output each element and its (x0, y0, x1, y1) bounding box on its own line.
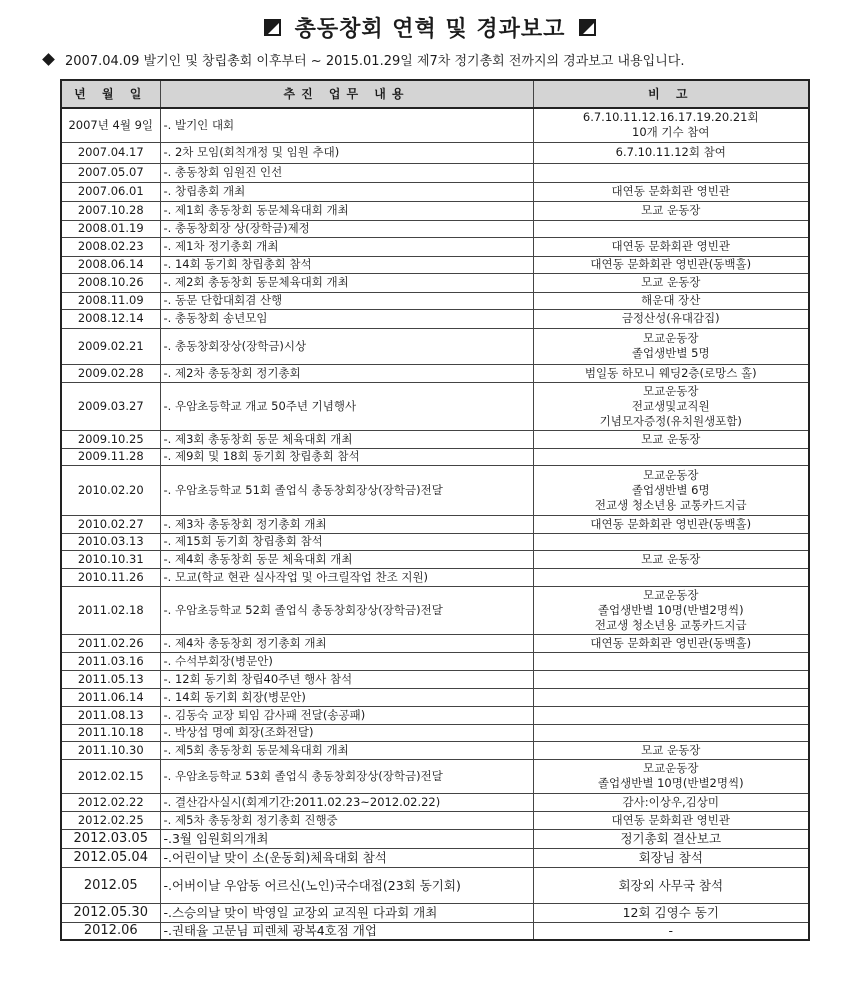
cell-date: 2008.06.14 (61, 256, 160, 273)
document-title-bar (0, 12, 860, 43)
cell-note (533, 652, 809, 670)
table-row (61, 465, 809, 515)
cell-date: 2012.02.25 (61, 811, 160, 829)
cell-date: 2011.10.30 (61, 741, 160, 759)
table-row (61, 741, 809, 759)
cell-date: 2011.06.14 (61, 688, 160, 706)
cell-date: 2011.10.18 (61, 724, 160, 741)
cell-task: -.권태율 고문님 피렌체 광복4호점 개업 (160, 922, 533, 940)
table-row (61, 273, 809, 292)
cell-task: -. 모교(학교 현관 실사작업 및 아크릴작업 찬조 지원) (160, 568, 533, 586)
cell-note: 12회 김영수 동기 (533, 903, 809, 922)
cell-date: 2011.08.13 (61, 706, 160, 724)
half-filled-square-icon (264, 19, 281, 36)
document-title: 총동창회 연혁 및 경과보고 (294, 17, 566, 42)
table-row (61, 292, 809, 309)
table-row (61, 586, 809, 634)
cell-task: -. 제5회 총동창회 동문체육대회 개최 (160, 741, 533, 759)
cell-date: 2008.12.14 (61, 309, 160, 328)
cell-date: 2011.02.26 (61, 634, 160, 652)
cell-task: -. 제3회 총동창회 동문 체육대회 개최 (160, 430, 533, 448)
table-row (61, 163, 809, 182)
cell-note: 대연동 문화회관 영빈관(동백홀) (533, 515, 809, 533)
cell-task: -. 박상섭 명예 회장(조화전달) (160, 724, 533, 741)
cell-task: -. 제1차 정기총회 개최 (160, 237, 533, 256)
table-row (61, 706, 809, 724)
cell-note: 해운대 장산 (533, 292, 809, 309)
table-row (61, 448, 809, 465)
cell-date: 2011.03.16 (61, 652, 160, 670)
diamond-bullet-icon (42, 53, 55, 66)
cell-task: -. 총동창회장 상(장학금)제정 (160, 220, 533, 237)
cell-date: 2012.02.22 (61, 793, 160, 811)
table-row (61, 811, 809, 829)
cell-task: -. 수석부회장(병문안) (160, 652, 533, 670)
cell-date: 2009.10.25 (61, 430, 160, 448)
cell-note: 감사:이상우,김상미 (533, 793, 809, 811)
cell-note: 대연동 문화회관 영빈관 (533, 237, 809, 256)
cell-task: -. 제15회 동기회 창립총회 참석 (160, 533, 533, 550)
cell-date: 2008.10.26 (61, 273, 160, 292)
cell-note: 모교 운동장 (533, 741, 809, 759)
header-note: 비 고 (533, 80, 809, 108)
cell-date: 2012.05.04 (61, 848, 160, 867)
cell-date: 2010.03.13 (61, 533, 160, 550)
cell-date: 2009.03.27 (61, 382, 160, 430)
table-row (61, 759, 809, 793)
cell-task: -. 우암초등학교 52회 졸업식 총동창회장상(장학금)전달 (160, 586, 533, 634)
half-filled-square-icon (579, 19, 596, 36)
cell-date: 2008.11.09 (61, 292, 160, 309)
cell-note: 금정산성(유대감집) (533, 309, 809, 328)
cell-note: 모교 운동장 (533, 550, 809, 568)
cell-note: 모교운동장 졸업생반별 10명(반별2명씩) (533, 759, 809, 793)
cell-date: 2011.02.18 (61, 586, 160, 634)
cell-note (533, 448, 809, 465)
cell-task: -. 창립총회 개최 (160, 182, 533, 201)
cell-note: - (533, 922, 809, 940)
table-row (61, 309, 809, 328)
cell-task: -. 김동숙 교장 퇴임 감사패 전달(송공패) (160, 706, 533, 724)
table-row (61, 867, 809, 903)
table-row (61, 652, 809, 670)
cell-note: 범일동 하모니 웨딩2층(로망스 홀) (533, 364, 809, 382)
cell-task: -. 제3차 총동창회 정기총회 개최 (160, 515, 533, 533)
cell-task: -. 동문 단합대회겸 산행 (160, 292, 533, 309)
cell-note: 모교운동장 졸업생반별 6명 전교생 청소년용 교통카드지급 (533, 465, 809, 515)
cell-note: 대연동 문화회관 영빈관(동백홀) (533, 634, 809, 652)
table-row (61, 515, 809, 533)
table-row (61, 220, 809, 237)
cell-task: -. 제5차 총동창회 정기총회 진행중 (160, 811, 533, 829)
table-row (61, 829, 809, 848)
cell-date: 2012.06 (61, 922, 160, 940)
cell-task: -. 총동창회 임원진 인선 (160, 163, 533, 182)
cell-task: -. 14회 동기회 회장(병문안) (160, 688, 533, 706)
table-row (61, 201, 809, 220)
cell-task: -. 총동창회 송년모임 (160, 309, 533, 328)
table-row (61, 256, 809, 273)
cell-note: 6.7.10.11.12회 참여 (533, 142, 809, 163)
cell-note (533, 568, 809, 586)
cell-note (533, 220, 809, 237)
cell-date: 2009.11.28 (61, 448, 160, 465)
table-row (61, 903, 809, 922)
table-row (61, 142, 809, 163)
cell-note (533, 533, 809, 550)
table-row (61, 328, 809, 364)
cell-note: 모교운동장 전교생및교직원 기념모자증정(유치원생포함) (533, 382, 809, 430)
cell-note (533, 724, 809, 741)
cell-note (533, 688, 809, 706)
cell-date: 2008.02.23 (61, 237, 160, 256)
table-row (61, 182, 809, 201)
cell-task: -. 총동창회장상(장학금)시상 (160, 328, 533, 364)
table-header-row (61, 80, 809, 108)
table-row (61, 922, 809, 940)
cell-date: 2012.05.30 (61, 903, 160, 922)
cell-task: -.스승의날 맞이 박영일 교장외 교직원 다과회 개최 (160, 903, 533, 922)
cell-task: -. 제4회 총동창회 동문 체육대회 개최 (160, 550, 533, 568)
table-row (61, 430, 809, 448)
table-row (61, 670, 809, 688)
table-row (61, 382, 809, 430)
cell-note: 모교 운동장 (533, 430, 809, 448)
cell-date: 2009.02.21 (61, 328, 160, 364)
cell-task: -.어버이날 우암동 어르신(노인)국수대접(23회 동기회) (160, 867, 533, 903)
cell-note (533, 706, 809, 724)
cell-date: 2009.02.28 (61, 364, 160, 382)
cell-task: -. 14회 동기회 창립총회 참석 (160, 256, 533, 273)
header-task: 추진 업무 내용 (160, 80, 533, 108)
cell-note: 회장님 참석 (533, 848, 809, 867)
cell-date: 2007.04.17 (61, 142, 160, 163)
cell-note: 모교운동장 졸업생반별 5명 (533, 328, 809, 364)
cell-date: 2011.05.13 (61, 670, 160, 688)
cell-task: -. 제2회 총동창회 동문체육대회 개최 (160, 273, 533, 292)
cell-note: 대연동 문화회관 영빈관 (533, 182, 809, 201)
cell-task: -. 제4차 총동창회 정기총회 개최 (160, 634, 533, 652)
cell-task: -. 2차 모임(회칙개정 및 임원 추대) (160, 142, 533, 163)
table-row (61, 724, 809, 741)
cell-task: -. 결산감사실시(회계기간:2011.02.23~2012.02.22) (160, 793, 533, 811)
table-row (61, 634, 809, 652)
cell-task: -. 발기인 대회 (160, 108, 533, 142)
table-row (61, 793, 809, 811)
cell-date: 2010.02.20 (61, 465, 160, 515)
cell-date: 2010.02.27 (61, 515, 160, 533)
cell-date: 2007.06.01 (61, 182, 160, 201)
cell-date: 2012.05 (61, 867, 160, 903)
table-row (61, 568, 809, 586)
cell-date: 2010.11.26 (61, 568, 160, 586)
cell-task: -. 우암초등학교 51회 졸업식 총동창회장상(장학금)전달 (160, 465, 533, 515)
cell-date: 2010.10.31 (61, 550, 160, 568)
cell-note: 6.7.10.11.12.16.17.19.20.21회 10개 기수 참여 (533, 108, 809, 142)
cell-note: 대연동 문화회관 영빈관 (533, 811, 809, 829)
cell-date: 2008.01.19 (61, 220, 160, 237)
cell-date: 2007.10.28 (61, 201, 160, 220)
cell-date: 2012.02.15 (61, 759, 160, 793)
cell-task: -. 제9회 및 18회 동기회 창립총회 참석 (160, 448, 533, 465)
cell-note (533, 670, 809, 688)
cell-task: -. 제1회 총동창회 동문체육대회 개최 (160, 201, 533, 220)
cell-note: 모교운동장 졸업생반별 10명(반별2명씩) 전교생 청소년용 교통카드지급 (533, 586, 809, 634)
cell-task: -.어린이날 맞이 소(운동회)체육대회 참석 (160, 848, 533, 867)
cell-date: 2012.03.05 (61, 829, 160, 848)
table-row (61, 237, 809, 256)
cell-date: 2007.05.07 (61, 163, 160, 182)
cell-note: 대연동 문화회관 영빈관(동백홀) (533, 256, 809, 273)
cell-note: 모교 운동장 (533, 273, 809, 292)
cell-task: -.3월 임원회의개최 (160, 829, 533, 848)
table-row (61, 364, 809, 382)
table-row (61, 848, 809, 867)
document-subtitle-line (40, 50, 840, 69)
cell-note: 회장외 사무국 참석 (533, 867, 809, 903)
table-row (61, 533, 809, 550)
cell-task: -. 우암초등학교 53회 졸업식 총동창회장상(장학금)전달 (160, 759, 533, 793)
cell-task: -. 12회 동기회 창립40주년 행사 참석 (160, 670, 533, 688)
cell-note: 모교 운동장 (533, 201, 809, 220)
cell-date: 2007년 4월 9일 (61, 108, 160, 142)
history-table (60, 79, 810, 941)
cell-note: 정기총회 결산보고 (533, 829, 809, 848)
table-row (61, 108, 809, 142)
cell-task: -. 제2차 총동창회 정기총회 (160, 364, 533, 382)
cell-note (533, 163, 809, 182)
table-row (61, 550, 809, 568)
header-date: 년 월 일 (61, 80, 160, 108)
table-row (61, 688, 809, 706)
cell-task: -. 우암초등학교 개교 50주년 기념행사 (160, 382, 533, 430)
document-subtitle: 2007.04.09 발기인 및 창립총회 이후부터 ~ 2015.01.29일 제7차 정기총회 전까지의 경과보고 내용입니다. (65, 54, 685, 69)
